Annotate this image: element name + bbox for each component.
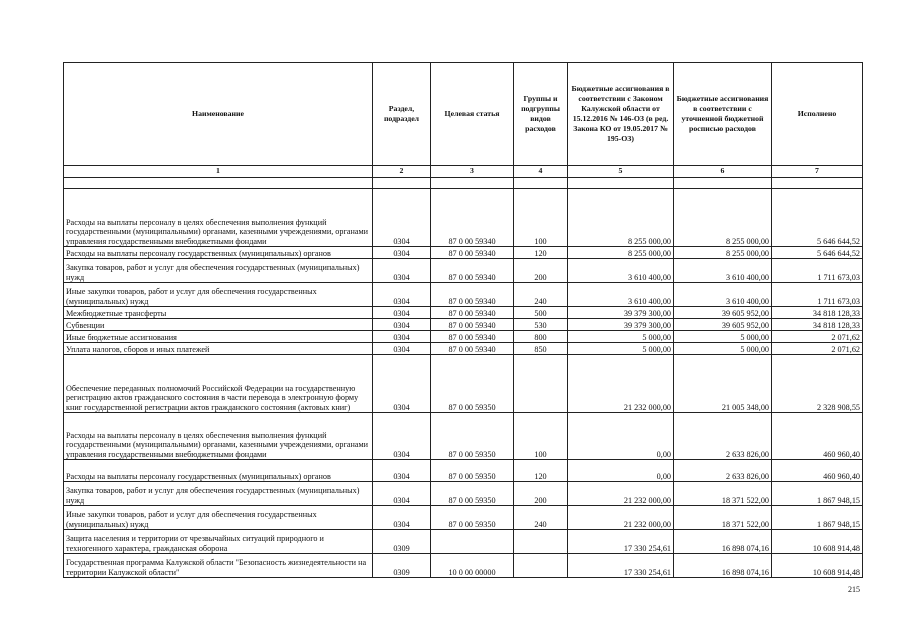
cell-target: 87 0 00 59340 [431,259,514,283]
table-row [64,343,863,355]
cell-roster-amount: 2 633 826,00 [674,460,772,482]
cell-roster-amount: 3 610 400,00 [674,283,772,307]
table-row [64,259,863,283]
cell-target: 87 0 00 59340 [431,283,514,307]
cell-group: 200 [514,259,568,283]
cell-section: 0309 [373,554,431,578]
cell-roster-amount: 5 000,00 [674,331,772,343]
cell-law-amount: 3 610 400,00 [568,259,674,283]
cell-group: 120 [514,247,568,259]
cell-section: 0304 [373,482,431,506]
cell-name: Защита населения и территории от чрезвычайных ситуаций природного и техногенного характера, гражданская оборона [64,530,373,554]
cell-executed-amount: 1 711 673,03 [772,259,863,283]
cell-group: 100 [514,413,568,460]
table-row [64,283,863,307]
cell-target: 87 0 00 59350 [431,413,514,460]
table-body [64,178,863,578]
cell-law-amount: 8 255 000,00 [568,189,674,247]
cell-roster-amount: 2 633 826,00 [674,413,772,460]
cell-target: 87 0 00 59340 [431,331,514,343]
cell-section: 0304 [373,247,431,259]
table-row [64,189,863,247]
budget-table [63,62,863,578]
table-row [64,331,863,343]
cell-target: 87 0 00 59350 [431,506,514,530]
cell-target: 87 0 00 59340 [431,189,514,247]
cell-target: 87 0 00 59340 [431,247,514,259]
cell-name: Иные бюджетные ассигнования [64,331,373,343]
header-section: Раздел, подраздел [373,63,431,166]
cell-name: Расходы на выплаты персоналу государственных (муниципальных) органов [64,460,373,482]
cell-name: Межбюджетные трансферты [64,307,373,319]
cell-group: 850 [514,343,568,355]
column-number: 7 [772,166,863,178]
table-row [64,506,863,530]
cell-section: 0304 [373,307,431,319]
cell-target: 10 0 00 00000 [431,554,514,578]
cell-law-amount: 5 000,00 [568,331,674,343]
cell-group: 240 [514,283,568,307]
cell-roster-amount: 18 371 522,00 [674,482,772,506]
column-number: 4 [514,166,568,178]
cell-section: 0304 [373,343,431,355]
cell-target: 87 0 00 59340 [431,319,514,331]
cell-section: 0309 [373,530,431,554]
cell-executed-amount: 2 071,62 [772,331,863,343]
cell-roster-amount: 18 371 522,00 [674,506,772,530]
cell-law-amount: 21 232 000,00 [568,355,674,413]
column-number: 3 [431,166,514,178]
header-name: Наименование [64,63,373,166]
cell-group [514,355,568,413]
cell-executed-amount: 1 711 673,03 [772,283,863,307]
column-number: 5 [568,166,674,178]
header-group: Группы и подгруппы видов расходов [514,63,568,166]
cell-roster-amount: 39 605 952,00 [674,307,772,319]
cell-executed-amount: 1 867 948,15 [772,482,863,506]
cell-name: Иные закупки товаров, работ и услуг для обеспечения государственных (муниципальных) нужд [64,506,373,530]
table-row [64,530,863,554]
cell-target: 87 0 00 59350 [431,482,514,506]
cell-roster-amount: 3 610 400,00 [674,259,772,283]
cell-law-amount: 8 255 000,00 [568,247,674,259]
table-row [64,319,863,331]
cell-roster-amount: 16 898 074,16 [674,530,772,554]
table-row [64,247,863,259]
cell-executed-amount: 1 867 948,15 [772,506,863,530]
cell-name: Уплата налогов, сборов и иных платежей [64,343,373,355]
header-row [64,63,863,166]
cell-law-amount: 39 379 300,00 [568,319,674,331]
cell-executed-amount: 10 608 914,48 [772,530,863,554]
cell-law-amount: 21 232 000,00 [568,482,674,506]
cell-group: 100 [514,189,568,247]
cell-law-amount: 17 330 254,61 [568,530,674,554]
column-number: 2 [373,166,431,178]
cell-group [514,554,568,578]
table-row [64,413,863,460]
cell-executed-amount: 5 646 644,52 [772,189,863,247]
cell-name: Расходы на выплаты персоналу в целях обеспечения выполнения функций государственными (муниципальными) органами, казенными учреждениями, органами управления государственными внебюджетными фондами [64,189,373,247]
cell-group: 530 [514,319,568,331]
cell-section: 0304 [373,413,431,460]
header-executed: Исполнено [772,63,863,166]
cell-section: 0304 [373,355,431,413]
cell-roster-amount: 5 000,00 [674,343,772,355]
cell-roster-amount: 8 255 000,00 [674,189,772,247]
cell-section: 0304 [373,319,431,331]
cell-executed-amount: 460 960,40 [772,413,863,460]
page-number: 215 [848,585,860,594]
cell-roster-amount: 39 605 952,00 [674,319,772,331]
cell-name: Иные закупки товаров, работ и услуг для обеспечения государственных (муниципальных) нужд [64,283,373,307]
column-number: 6 [674,166,772,178]
cell-group: 240 [514,506,568,530]
table-row [64,460,863,482]
cell-name: Субвенции [64,319,373,331]
cell-section: 0304 [373,259,431,283]
cell-executed-amount: 5 646 644,52 [772,247,863,259]
cell-target: 87 0 00 59340 [431,307,514,319]
cell-name: Закупка товаров, работ и услуг для обеспечения государственных (муниципальных) нужд [64,482,373,506]
cell-target: 87 0 00 59350 [431,460,514,482]
cell-name: Государственная программа Калужской области "Безопасность жизнедеятельности на территории Калужской области" [64,554,373,578]
cell-group: 800 [514,331,568,343]
cell-group: 500 [514,307,568,319]
cell-roster-amount: 21 005 348,00 [674,355,772,413]
cell-group: 200 [514,482,568,506]
cell-law-amount: 17 330 254,61 [568,554,674,578]
cell-group [514,530,568,554]
table-row [64,307,863,319]
table-row [64,482,863,506]
table-row [64,355,863,413]
column-number: 1 [64,166,373,178]
spacer-row [64,178,863,189]
cell-executed-amount: 2 071,62 [772,343,863,355]
cell-section: 0304 [373,331,431,343]
cell-target [431,530,514,554]
cell-law-amount: 0,00 [568,413,674,460]
column-number-row [64,166,863,178]
cell-section: 0304 [373,189,431,247]
cell-target: 87 0 00 59340 [431,343,514,355]
header-target: Целевая статья [431,63,514,166]
cell-section: 0304 [373,460,431,482]
cell-name: Расходы на выплаты персоналу государственных (муниципальных) органов [64,247,373,259]
cell-executed-amount: 10 608 914,48 [772,554,863,578]
cell-roster-amount: 16 898 074,16 [674,554,772,578]
table-row [64,554,863,578]
cell-law-amount: 3 610 400,00 [568,283,674,307]
cell-law-amount: 39 379 300,00 [568,307,674,319]
cell-executed-amount: 34 818 128,33 [772,307,863,319]
cell-section: 0304 [373,506,431,530]
cell-name: Расходы на выплаты персоналу в целях обеспечения выполнения функций государственными (муниципальными) органами, казенными учреждениями, органами управления государственными внебюджетными фондами [64,413,373,460]
header-law: Бюджетные ассигнования в соответствии с Законом Калужской области от 15.12.2016 № 146-ОЗ (в ред. Закона КО от 19.05.2017 № 195-ОЗ) [568,63,674,166]
cell-target: 87 0 00 59350 [431,355,514,413]
cell-law-amount: 0,00 [568,460,674,482]
cell-name: Закупка товаров, работ и услуг для обеспечения государственных (муниципальных) нужд [64,259,373,283]
cell-roster-amount: 8 255 000,00 [674,247,772,259]
cell-executed-amount: 2 328 908,55 [772,355,863,413]
cell-group: 120 [514,460,568,482]
cell-name: Обеспечение переданных полномочий Российской Федерации на государственную регистрацию актов гражданского состояния в части перевода в электронную форму книг государственной регистрации актов гражданского состояния (актовых книг) [64,355,373,413]
header-roster: Бюджетные ассигнования в соответствии с уточненной бюджетной росписью расходов [674,63,772,166]
cell-section: 0304 [373,283,431,307]
cell-executed-amount: 34 818 128,33 [772,319,863,331]
cell-law-amount: 21 232 000,00 [568,506,674,530]
cell-law-amount: 5 000,00 [568,343,674,355]
cell-executed-amount: 460 960,40 [772,460,863,482]
